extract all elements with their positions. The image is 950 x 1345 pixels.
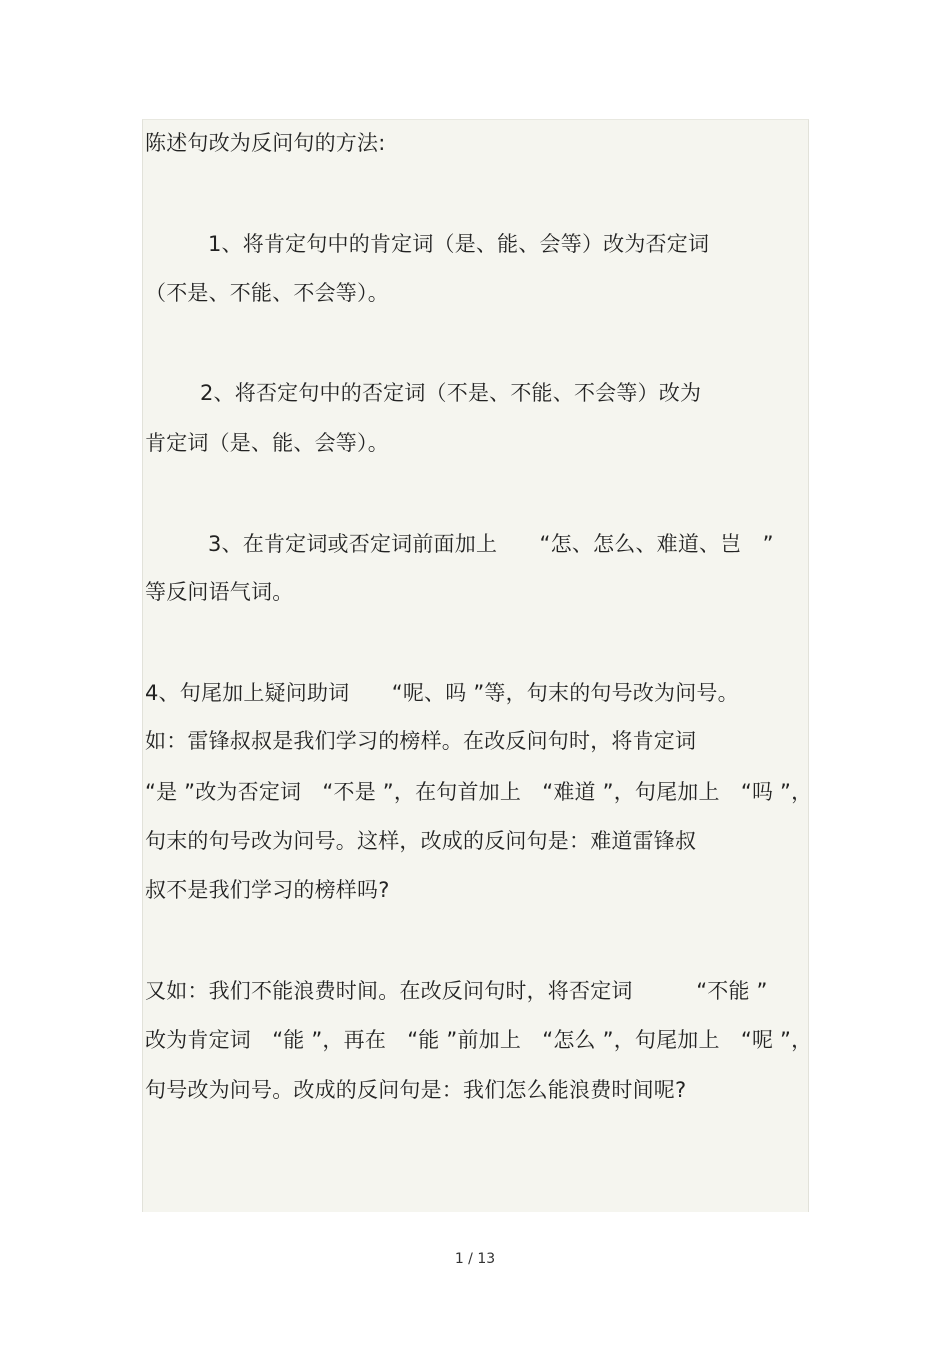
example-1-line-3: 句末的句号改为问号。这样，改成的反问句是：难道雷锋叔: [145, 829, 697, 853]
rule-3-line-2: 等反问语气词。: [145, 580, 294, 604]
rule-2-line-1: 2、将否定句中的否定词（不是、不能、不会等）改为: [200, 381, 702, 405]
example-2-line-1: 又如：我们不能浪费时间。在改反问句时，将否定词 “不能 ”: [145, 979, 768, 1003]
example-2-line-3: 句号改为问号。改成的反问句是：我们怎么能浪费时间呢?: [145, 1078, 687, 1102]
rule-2-line-2: 肯定词（是、能、会等）。: [145, 431, 389, 455]
example-1-line-1: 如：雷锋叔叔是我们学习的榜样。在改反问句时，将肯定词: [145, 729, 697, 753]
example-1-line-4: 叔不是我们学习的榜样吗?: [145, 878, 390, 902]
rule-1-line-2: （不是、不能、不会等）。: [145, 281, 389, 305]
document-title: 陈述句改为反问句的方法:: [145, 131, 386, 155]
example-1-line-2: “是 ”改为否定词 “不是 ”，在句首加上 “难道 ”，句尾加上 “吗 ”，: [145, 780, 813, 804]
rule-3-line-1: 3、在肯定词或否定词前面加上 “怎、怎么、难道、岂 ”: [208, 532, 774, 556]
page-number: 1 / 13: [454, 1251, 496, 1267]
example-2-line-2: 改为肯定词 “能 ”，再在 “能 ”前加上 “怎么 ”，句尾加上 “呢 ”，: [145, 1028, 813, 1052]
rule-1-line-1: 1、将肯定句中的肯定词（是、能、会等）改为否定词: [208, 232, 710, 256]
rule-4-line-1: 4、句尾加上疑问助词 “呢、吗 ”等，句末的句号改为问号。: [145, 681, 739, 705]
